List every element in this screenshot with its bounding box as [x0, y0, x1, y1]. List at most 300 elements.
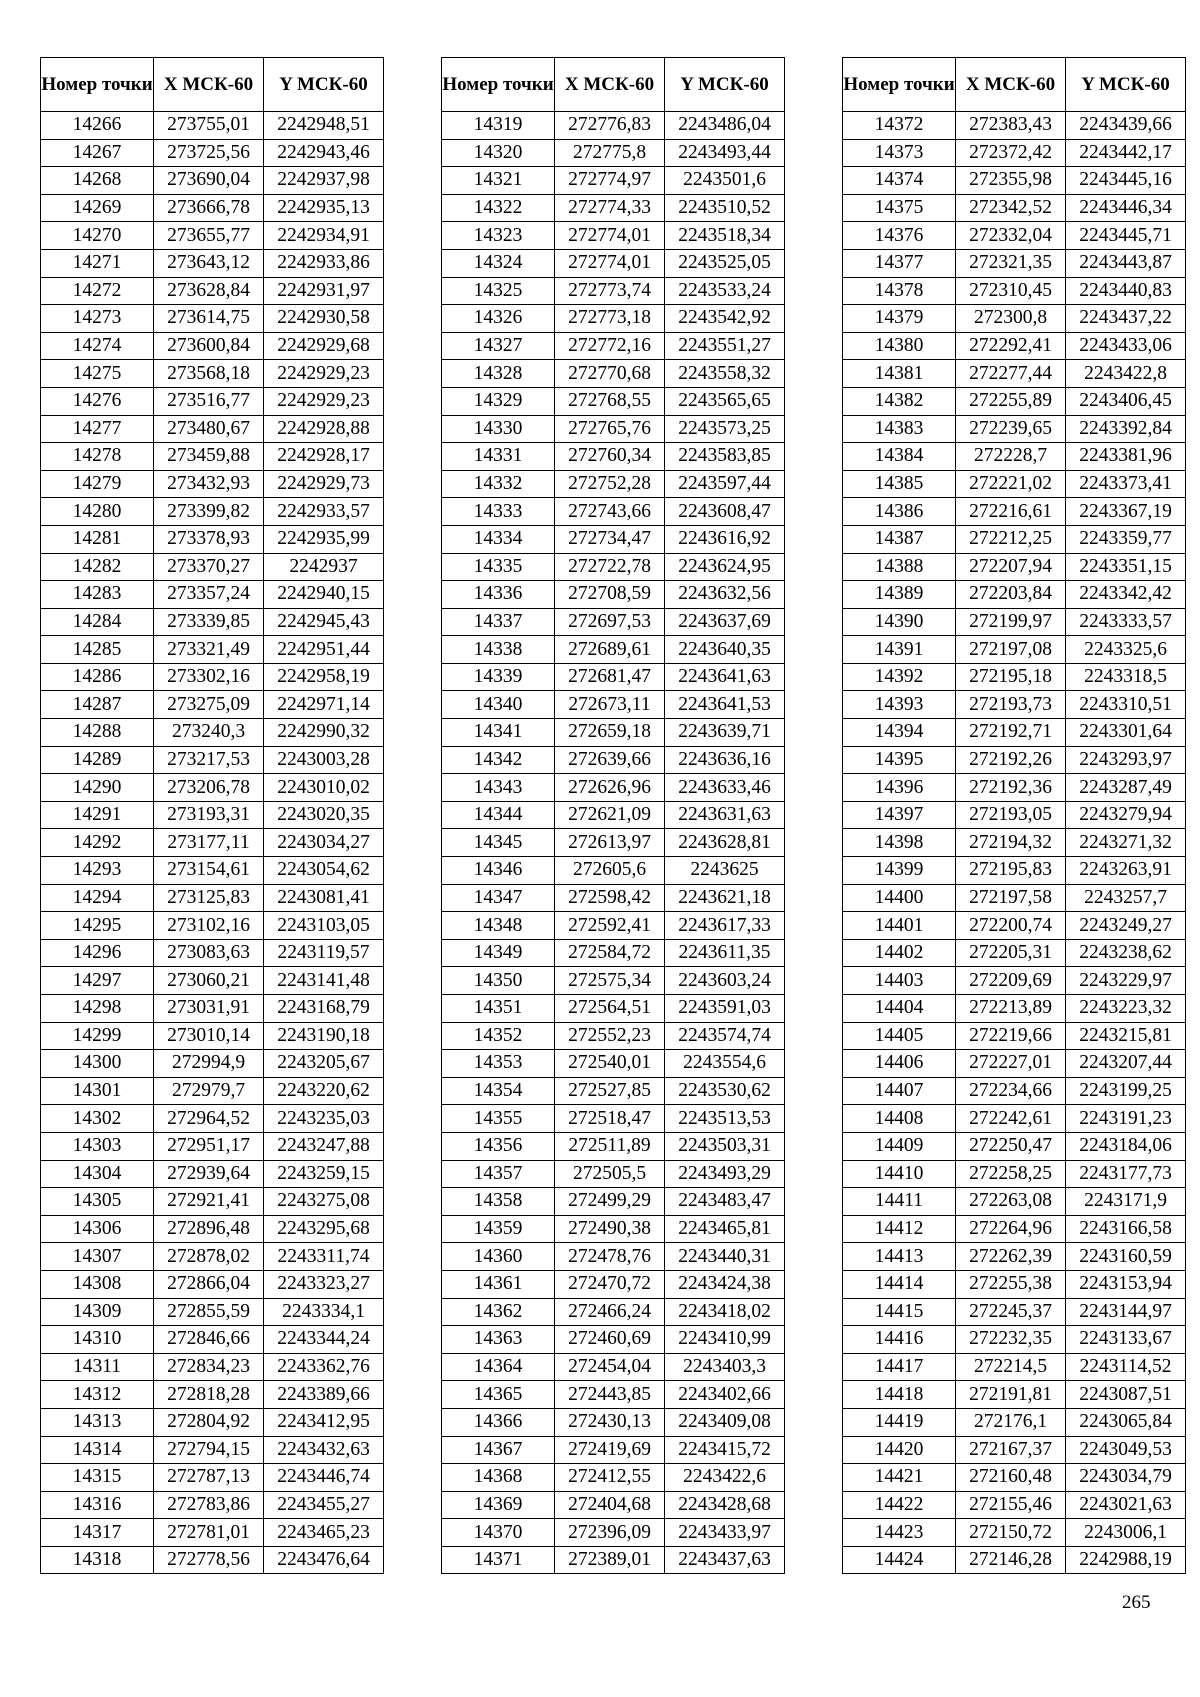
point-number-cell: 14389 — [843, 581, 956, 609]
point-number-cell: 14338 — [442, 636, 555, 664]
x-coordinate-cell: 272212,25 — [956, 525, 1066, 553]
point-number-cell: 14316 — [41, 1491, 154, 1519]
point-number-cell: 14282 — [41, 553, 154, 581]
y-coordinate-cell: 2243034,27 — [264, 829, 384, 857]
y-coordinate-cell: 2243641,63 — [665, 663, 785, 691]
header-y: Y МСК-60 — [1066, 58, 1186, 112]
x-coordinate-cell: 272396,09 — [555, 1519, 665, 1547]
table-row — [843, 1491, 1186, 1519]
x-coordinate-cell: 272511,89 — [555, 1132, 665, 1160]
x-coordinate-cell: 273083,63 — [154, 939, 264, 967]
x-coordinate-cell: 273643,12 — [154, 249, 264, 277]
y-coordinate-cell: 2243443,87 — [1066, 249, 1186, 277]
point-number-cell: 14267 — [41, 139, 154, 167]
table-row — [41, 995, 384, 1023]
point-number-cell: 14330 — [442, 415, 555, 443]
point-number-cell: 14300 — [41, 1050, 154, 1078]
x-coordinate-cell: 272292,41 — [956, 332, 1066, 360]
y-coordinate-cell: 2243603,24 — [665, 967, 785, 995]
table-row — [442, 636, 785, 664]
x-coordinate-cell: 272263,08 — [956, 1188, 1066, 1216]
table-row — [41, 1408, 384, 1436]
y-coordinate-cell: 2243597,44 — [665, 470, 785, 498]
point-number-cell: 14302 — [41, 1105, 154, 1133]
x-coordinate-cell: 272193,73 — [956, 691, 1066, 719]
point-number-cell: 14411 — [843, 1188, 956, 1216]
x-coordinate-cell: 272773,74 — [555, 277, 665, 305]
x-coordinate-cell: 272404,68 — [555, 1491, 665, 1519]
x-coordinate-cell: 272277,44 — [956, 360, 1066, 388]
point-number-cell: 14365 — [442, 1381, 555, 1409]
table-row — [442, 139, 785, 167]
table-row — [442, 1050, 785, 1078]
point-number-cell: 14361 — [442, 1270, 555, 1298]
table-row — [843, 1464, 1186, 1492]
point-number-cell: 14386 — [843, 498, 956, 526]
point-number-cell: 14384 — [843, 443, 956, 471]
point-number-cell: 14379 — [843, 305, 956, 333]
x-coordinate-cell: 272155,46 — [956, 1491, 1066, 1519]
x-coordinate-cell: 272419,69 — [555, 1436, 665, 1464]
x-coordinate-cell: 273725,56 — [154, 139, 264, 167]
x-coordinate-cell: 272199,97 — [956, 608, 1066, 636]
y-coordinate-cell: 2242934,91 — [264, 222, 384, 250]
point-number-cell: 14415 — [843, 1298, 956, 1326]
y-coordinate-cell: 2242945,43 — [264, 608, 384, 636]
x-coordinate-cell: 272626,96 — [555, 774, 665, 802]
y-coordinate-cell: 2243311,74 — [264, 1243, 384, 1271]
point-number-cell: 14315 — [41, 1464, 154, 1492]
table-row — [442, 222, 785, 250]
table-row — [442, 332, 785, 360]
table-row — [442, 1077, 785, 1105]
point-number-cell: 14346 — [442, 857, 555, 885]
table-row — [843, 277, 1186, 305]
point-number-cell: 14290 — [41, 774, 154, 802]
point-number-cell: 14381 — [843, 360, 956, 388]
x-coordinate-cell: 273516,77 — [154, 387, 264, 415]
table-row — [843, 636, 1186, 664]
table-row — [843, 553, 1186, 581]
x-coordinate-cell: 272951,17 — [154, 1132, 264, 1160]
y-coordinate-cell: 2243412,95 — [264, 1408, 384, 1436]
point-number-cell: 14422 — [843, 1491, 956, 1519]
x-coordinate-cell: 273102,16 — [154, 912, 264, 940]
y-coordinate-cell: 2243119,57 — [264, 939, 384, 967]
table-row — [41, 939, 384, 967]
table-row — [442, 1464, 785, 1492]
table-row — [843, 1270, 1186, 1298]
table-row — [41, 1022, 384, 1050]
x-coordinate-cell: 272193,05 — [956, 801, 1066, 829]
y-coordinate-cell: 2243621,18 — [665, 884, 785, 912]
page-number: 265 — [1122, 1592, 1151, 1613]
point-number-cell: 14327 — [442, 332, 555, 360]
y-coordinate-cell: 2243333,57 — [1066, 608, 1186, 636]
x-coordinate-cell: 272743,66 — [555, 498, 665, 526]
x-coordinate-cell: 272209,69 — [956, 967, 1066, 995]
point-number-cell: 14410 — [843, 1160, 956, 1188]
y-coordinate-cell: 2243257,7 — [1066, 884, 1186, 912]
point-number-cell: 14273 — [41, 305, 154, 333]
point-number-cell: 14329 — [442, 387, 555, 415]
x-coordinate-cell: 273568,18 — [154, 360, 264, 388]
point-number-cell: 14354 — [442, 1077, 555, 1105]
table-row — [41, 1050, 384, 1078]
y-coordinate-cell: 2243402,66 — [665, 1381, 785, 1409]
table-row — [41, 112, 384, 140]
y-coordinate-cell: 2243486,04 — [665, 112, 785, 140]
point-number-cell: 14331 — [442, 443, 555, 471]
y-coordinate-cell: 2243177,73 — [1066, 1160, 1186, 1188]
table-row — [843, 167, 1186, 195]
y-coordinate-cell: 2243583,85 — [665, 443, 785, 471]
table-row — [442, 1353, 785, 1381]
x-coordinate-cell: 272760,34 — [555, 443, 665, 471]
x-coordinate-cell: 272499,29 — [555, 1188, 665, 1216]
point-number-cell: 14322 — [442, 194, 555, 222]
point-number-cell: 14276 — [41, 387, 154, 415]
y-coordinate-cell: 2243542,92 — [665, 305, 785, 333]
x-coordinate-cell: 273480,67 — [154, 415, 264, 443]
table-row — [843, 581, 1186, 609]
x-coordinate-cell: 272598,42 — [555, 884, 665, 912]
y-coordinate-cell: 2243525,05 — [665, 249, 785, 277]
point-number-cell: 14371 — [442, 1546, 555, 1574]
point-number-cell: 14279 — [41, 470, 154, 498]
y-coordinate-cell: 2243639,71 — [665, 719, 785, 747]
x-coordinate-cell: 272768,55 — [555, 387, 665, 415]
table-row — [442, 719, 785, 747]
point-number-cell: 14366 — [442, 1408, 555, 1436]
point-number-cell: 14349 — [442, 939, 555, 967]
y-coordinate-cell: 2243191,23 — [1066, 1105, 1186, 1133]
y-coordinate-cell: 2242940,15 — [264, 581, 384, 609]
x-coordinate-cell: 272722,78 — [555, 553, 665, 581]
table-row — [442, 1022, 785, 1050]
y-coordinate-cell: 2243518,34 — [665, 222, 785, 250]
table-row — [843, 1546, 1186, 1574]
point-number-cell: 14311 — [41, 1353, 154, 1381]
point-number-cell: 14272 — [41, 277, 154, 305]
y-coordinate-cell: 2243611,35 — [665, 939, 785, 967]
point-number-cell: 14390 — [843, 608, 956, 636]
x-coordinate-cell: 272310,45 — [956, 277, 1066, 305]
table-row — [41, 1188, 384, 1216]
point-number-cell: 14317 — [41, 1519, 154, 1547]
point-number-cell: 14287 — [41, 691, 154, 719]
table-row — [843, 1160, 1186, 1188]
table-row — [843, 774, 1186, 802]
y-coordinate-cell: 2243184,06 — [1066, 1132, 1186, 1160]
y-coordinate-cell: 2243591,03 — [665, 995, 785, 1023]
point-number-cell: 14310 — [41, 1326, 154, 1354]
table-row — [41, 1546, 384, 1574]
table-row — [843, 746, 1186, 774]
y-coordinate-cell: 2243049,53 — [1066, 1436, 1186, 1464]
table-row — [442, 995, 785, 1023]
y-coordinate-cell: 2243190,18 — [264, 1022, 384, 1050]
table-row — [843, 525, 1186, 553]
y-coordinate-cell: 2243279,94 — [1066, 801, 1186, 829]
x-coordinate-cell: 272681,47 — [555, 663, 665, 691]
x-coordinate-cell: 272219,66 — [956, 1022, 1066, 1050]
y-coordinate-cell: 2243310,51 — [1066, 691, 1186, 719]
point-number-cell: 14314 — [41, 1436, 154, 1464]
x-coordinate-cell: 272321,35 — [956, 249, 1066, 277]
y-coordinate-cell: 2243275,08 — [264, 1188, 384, 1216]
y-coordinate-cell: 2243632,56 — [665, 581, 785, 609]
y-coordinate-cell: 2243235,03 — [264, 1105, 384, 1133]
x-coordinate-cell: 272540,01 — [555, 1050, 665, 1078]
table-row — [41, 498, 384, 526]
point-number-cell: 14344 — [442, 801, 555, 829]
x-coordinate-cell: 273370,27 — [154, 553, 264, 581]
table-row — [41, 636, 384, 664]
point-number-cell: 14403 — [843, 967, 956, 995]
table-row — [843, 387, 1186, 415]
table-row — [442, 581, 785, 609]
point-number-cell: 14418 — [843, 1381, 956, 1409]
y-coordinate-cell: 2243389,66 — [264, 1381, 384, 1409]
y-coordinate-cell: 2243428,68 — [665, 1491, 785, 1519]
y-coordinate-cell: 2242929,23 — [264, 387, 384, 415]
x-coordinate-cell: 272372,42 — [956, 139, 1066, 167]
y-coordinate-cell: 2243530,62 — [665, 1077, 785, 1105]
y-coordinate-cell: 2243318,5 — [1066, 663, 1186, 691]
y-coordinate-cell: 2243433,06 — [1066, 332, 1186, 360]
table-row — [843, 995, 1186, 1023]
table-row — [442, 691, 785, 719]
point-number-cell: 14342 — [442, 746, 555, 774]
point-number-cell: 14391 — [843, 636, 956, 664]
table-row — [442, 525, 785, 553]
y-coordinate-cell: 2243415,72 — [665, 1436, 785, 1464]
table-row — [843, 470, 1186, 498]
y-coordinate-cell: 2243168,79 — [264, 995, 384, 1023]
table-row — [843, 498, 1186, 526]
x-coordinate-cell: 273060,21 — [154, 967, 264, 995]
x-coordinate-cell: 272205,31 — [956, 939, 1066, 967]
x-coordinate-cell: 272994,9 — [154, 1050, 264, 1078]
point-number-cell: 14413 — [843, 1243, 956, 1271]
y-coordinate-cell: 2243381,96 — [1066, 443, 1186, 471]
table-row — [843, 884, 1186, 912]
table-row — [442, 1243, 785, 1271]
point-number-cell: 14393 — [843, 691, 956, 719]
x-coordinate-cell: 272245,37 — [956, 1298, 1066, 1326]
table-row — [41, 1270, 384, 1298]
y-coordinate-cell: 2243144,97 — [1066, 1298, 1186, 1326]
y-coordinate-cell: 2243238,62 — [1066, 939, 1186, 967]
point-number-cell: 14313 — [41, 1408, 154, 1436]
x-coordinate-cell: 272194,32 — [956, 829, 1066, 857]
table-row — [41, 884, 384, 912]
x-coordinate-cell: 272921,41 — [154, 1188, 264, 1216]
header-y: Y МСК-60 — [665, 58, 785, 112]
point-number-cell: 14345 — [442, 829, 555, 857]
point-number-cell: 14335 — [442, 553, 555, 581]
x-coordinate-cell: 272216,61 — [956, 498, 1066, 526]
table-row — [41, 277, 384, 305]
table-row — [843, 1519, 1186, 1547]
y-coordinate-cell: 2243103,05 — [264, 912, 384, 940]
x-coordinate-cell: 272774,33 — [555, 194, 665, 222]
point-number-cell: 14318 — [41, 1546, 154, 1574]
x-coordinate-cell: 272242,61 — [956, 1105, 1066, 1133]
x-coordinate-cell: 272659,18 — [555, 719, 665, 747]
coordinates-table-3 — [842, 57, 1186, 1574]
y-coordinate-cell: 2243637,69 — [665, 608, 785, 636]
y-coordinate-cell: 2243087,51 — [1066, 1381, 1186, 1409]
x-coordinate-cell: 272673,11 — [555, 691, 665, 719]
x-coordinate-cell: 273125,83 — [154, 884, 264, 912]
table-row — [442, 194, 785, 222]
y-coordinate-cell: 2243439,66 — [1066, 112, 1186, 140]
point-number-cell: 14286 — [41, 663, 154, 691]
y-coordinate-cell: 2243215,81 — [1066, 1022, 1186, 1050]
y-coordinate-cell: 2242929,68 — [264, 332, 384, 360]
table-row — [442, 1491, 785, 1519]
table-row — [442, 498, 785, 526]
y-coordinate-cell: 2243259,15 — [264, 1160, 384, 1188]
point-number-cell: 14269 — [41, 194, 154, 222]
y-coordinate-cell: 2243199,25 — [1066, 1077, 1186, 1105]
x-coordinate-cell: 272818,28 — [154, 1381, 264, 1409]
point-number-cell: 14268 — [41, 167, 154, 195]
table-row — [41, 443, 384, 471]
table-row — [41, 1243, 384, 1271]
point-number-cell: 14351 — [442, 995, 555, 1023]
y-coordinate-cell: 2243410,99 — [665, 1326, 785, 1354]
y-coordinate-cell: 2243247,88 — [264, 1132, 384, 1160]
x-coordinate-cell: 273755,01 — [154, 112, 264, 140]
table-row — [442, 912, 785, 940]
table-row — [843, 912, 1186, 940]
y-coordinate-cell: 2243616,92 — [665, 525, 785, 553]
point-number-cell: 14394 — [843, 719, 956, 747]
x-coordinate-cell: 272527,85 — [555, 1077, 665, 1105]
x-coordinate-cell: 273600,84 — [154, 332, 264, 360]
table-row — [41, 1464, 384, 1492]
table-row — [41, 581, 384, 609]
table-row — [442, 1105, 785, 1133]
point-number-cell: 14339 — [442, 663, 555, 691]
y-coordinate-cell: 2243636,16 — [665, 746, 785, 774]
header-x: X МСК-60 — [956, 58, 1066, 112]
y-coordinate-cell: 2242971,14 — [264, 691, 384, 719]
table-row — [843, 1436, 1186, 1464]
point-number-cell: 14296 — [41, 939, 154, 967]
table-row — [41, 167, 384, 195]
x-coordinate-cell: 272430,13 — [555, 1408, 665, 1436]
x-coordinate-cell: 273010,14 — [154, 1022, 264, 1050]
table-row — [41, 525, 384, 553]
point-number-cell: 14353 — [442, 1050, 555, 1078]
point-number-cell: 14304 — [41, 1160, 154, 1188]
point-number-cell: 14362 — [442, 1298, 555, 1326]
point-number-cell: 14277 — [41, 415, 154, 443]
point-number-cell: 14270 — [41, 222, 154, 250]
y-coordinate-cell: 2243020,35 — [264, 801, 384, 829]
table-row — [41, 774, 384, 802]
x-coordinate-cell: 272389,01 — [555, 1546, 665, 1574]
point-number-cell: 14404 — [843, 995, 956, 1023]
header-point-number: Номер точки — [843, 58, 956, 112]
table-row — [442, 112, 785, 140]
y-coordinate-cell: 2243054,62 — [264, 857, 384, 885]
point-number-cell: 14324 — [442, 249, 555, 277]
table-row — [442, 857, 785, 885]
point-number-cell: 14357 — [442, 1160, 555, 1188]
point-number-cell: 14417 — [843, 1353, 956, 1381]
y-coordinate-cell: 2243295,68 — [264, 1215, 384, 1243]
point-number-cell: 14308 — [41, 1270, 154, 1298]
x-coordinate-cell: 272207,94 — [956, 553, 1066, 581]
point-number-cell: 14369 — [442, 1491, 555, 1519]
point-number-cell: 14291 — [41, 801, 154, 829]
point-number-cell: 14414 — [843, 1270, 956, 1298]
y-coordinate-cell: 2243263,91 — [1066, 857, 1186, 885]
table-row — [843, 194, 1186, 222]
x-coordinate-cell: 272478,76 — [555, 1243, 665, 1271]
point-number-cell: 14303 — [41, 1132, 154, 1160]
point-number-cell: 14274 — [41, 332, 154, 360]
table-row — [843, 939, 1186, 967]
point-number-cell: 14281 — [41, 525, 154, 553]
table-row — [41, 1077, 384, 1105]
table-row — [843, 1022, 1186, 1050]
table-row — [442, 1270, 785, 1298]
table-row — [41, 387, 384, 415]
table-row — [442, 663, 785, 691]
y-coordinate-cell: 2243432,63 — [264, 1436, 384, 1464]
table-body — [442, 112, 785, 1574]
x-coordinate-cell: 272773,18 — [555, 305, 665, 333]
table-row — [442, 1160, 785, 1188]
y-coordinate-cell: 2243558,32 — [665, 360, 785, 388]
point-number-cell: 14395 — [843, 746, 956, 774]
point-number-cell: 14421 — [843, 1464, 956, 1492]
y-coordinate-cell: 2242943,46 — [264, 139, 384, 167]
point-number-cell: 14298 — [41, 995, 154, 1023]
y-coordinate-cell: 2243362,76 — [264, 1353, 384, 1381]
point-number-cell: 14375 — [843, 194, 956, 222]
x-coordinate-cell: 272775,8 — [555, 139, 665, 167]
x-coordinate-cell: 272239,65 — [956, 415, 1066, 443]
x-coordinate-cell: 272232,35 — [956, 1326, 1066, 1354]
table-row — [843, 222, 1186, 250]
table-row — [843, 1326, 1186, 1354]
x-coordinate-cell: 272203,84 — [956, 581, 1066, 609]
y-coordinate-cell: 2243392,84 — [1066, 415, 1186, 443]
x-coordinate-cell: 272708,59 — [555, 581, 665, 609]
table-row — [41, 1132, 384, 1160]
y-coordinate-cell: 2242935,99 — [264, 525, 384, 553]
point-number-cell: 14400 — [843, 884, 956, 912]
x-coordinate-cell: 272518,47 — [555, 1105, 665, 1133]
table-row — [41, 719, 384, 747]
table-row — [843, 1381, 1186, 1409]
table-row — [843, 1408, 1186, 1436]
table-row — [41, 1519, 384, 1547]
point-number-cell: 14319 — [442, 112, 555, 140]
x-coordinate-cell: 272262,39 — [956, 1243, 1066, 1271]
y-coordinate-cell: 2243373,41 — [1066, 470, 1186, 498]
x-coordinate-cell: 272460,69 — [555, 1326, 665, 1354]
y-coordinate-cell: 2243220,62 — [264, 1077, 384, 1105]
table-row — [41, 1381, 384, 1409]
